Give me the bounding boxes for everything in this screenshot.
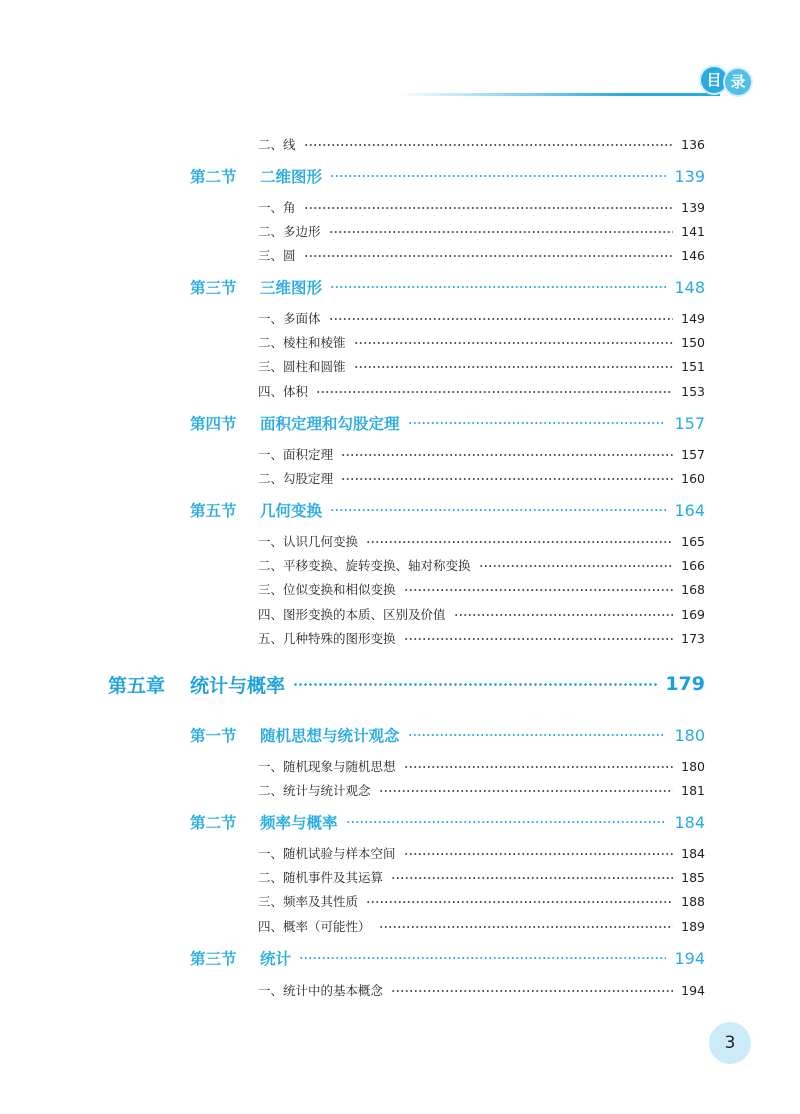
toc-entry[interactable]: 一、统计中的基本概念 194 <box>258 982 705 998</box>
toc-entry[interactable]: 一、随机试验与样本空间 184 <box>258 845 705 861</box>
toc-entry[interactable]: 一、角 139 <box>258 199 705 215</box>
toc-entry[interactable]: 二、统计与统计观念 181 <box>258 782 705 798</box>
toc-entry[interactable]: 一、面积定理 157 <box>258 446 705 462</box>
toc-section[interactable]: 第三节 三维图形 148 <box>190 277 705 297</box>
toc-entry[interactable]: 一、多面体 149 <box>258 310 705 326</box>
toc-entry[interactable]: 二、多边形 141 <box>258 223 705 239</box>
toc-entry[interactable]: 一、随机现象与随机思想 180 <box>258 758 705 774</box>
toc-entry[interactable]: 五、几种特殊的图形变换 173 <box>258 630 705 646</box>
toc-section[interactable]: 第四节 面积定理和勾股定理 157 <box>190 413 705 433</box>
toc-badge-mu: 目 <box>701 67 727 93</box>
toc-entry[interactable]: 二、勾股定理 160 <box>258 470 705 486</box>
toc-entry[interactable]: 三、圆柱和圆锥 151 <box>258 358 705 374</box>
page-number: 3 <box>709 1022 751 1064</box>
toc-entry[interactable]: 一、认识几何变换 165 <box>258 533 705 549</box>
toc-chapter[interactable]: 第五章 统计与概率 179 <box>108 673 705 697</box>
toc-entry[interactable]: 二、随机事件及其运算 185 <box>258 869 705 885</box>
header-rule <box>395 93 720 96</box>
toc-entry[interactable]: 四、图形变换的本质、区别及价值 169 <box>258 606 705 622</box>
toc-entry[interactable]: 三、位似变换和相似变换 168 <box>258 581 705 597</box>
toc-badge-lu: 录 <box>725 69 751 95</box>
toc-entry[interactable]: 二、线 136 <box>258 136 705 152</box>
toc-section[interactable]: 第二节 二维图形 139 <box>190 166 705 186</box>
toc-entry[interactable]: 二、平移变换、旋转变换、轴对称变换 166 <box>258 557 705 573</box>
toc-section[interactable]: 第二节 频率与概率 184 <box>190 812 705 832</box>
toc-entry[interactable]: 四、概率（可能性） 189 <box>258 918 705 934</box>
toc-section[interactable]: 第三节 统计 194 <box>190 948 705 968</box>
toc-entry[interactable]: 三、圆 146 <box>258 247 705 263</box>
toc-section[interactable]: 第五节 几何变换 164 <box>190 500 705 520</box>
toc-entry[interactable]: 三、频率及其性质 188 <box>258 893 705 909</box>
toc-entry[interactable]: 四、体积 153 <box>258 383 705 399</box>
toc-section[interactable]: 第一节 随机思想与统计观念 180 <box>190 725 705 745</box>
toc-entry[interactable]: 二、棱柱和棱锥 150 <box>258 334 705 350</box>
